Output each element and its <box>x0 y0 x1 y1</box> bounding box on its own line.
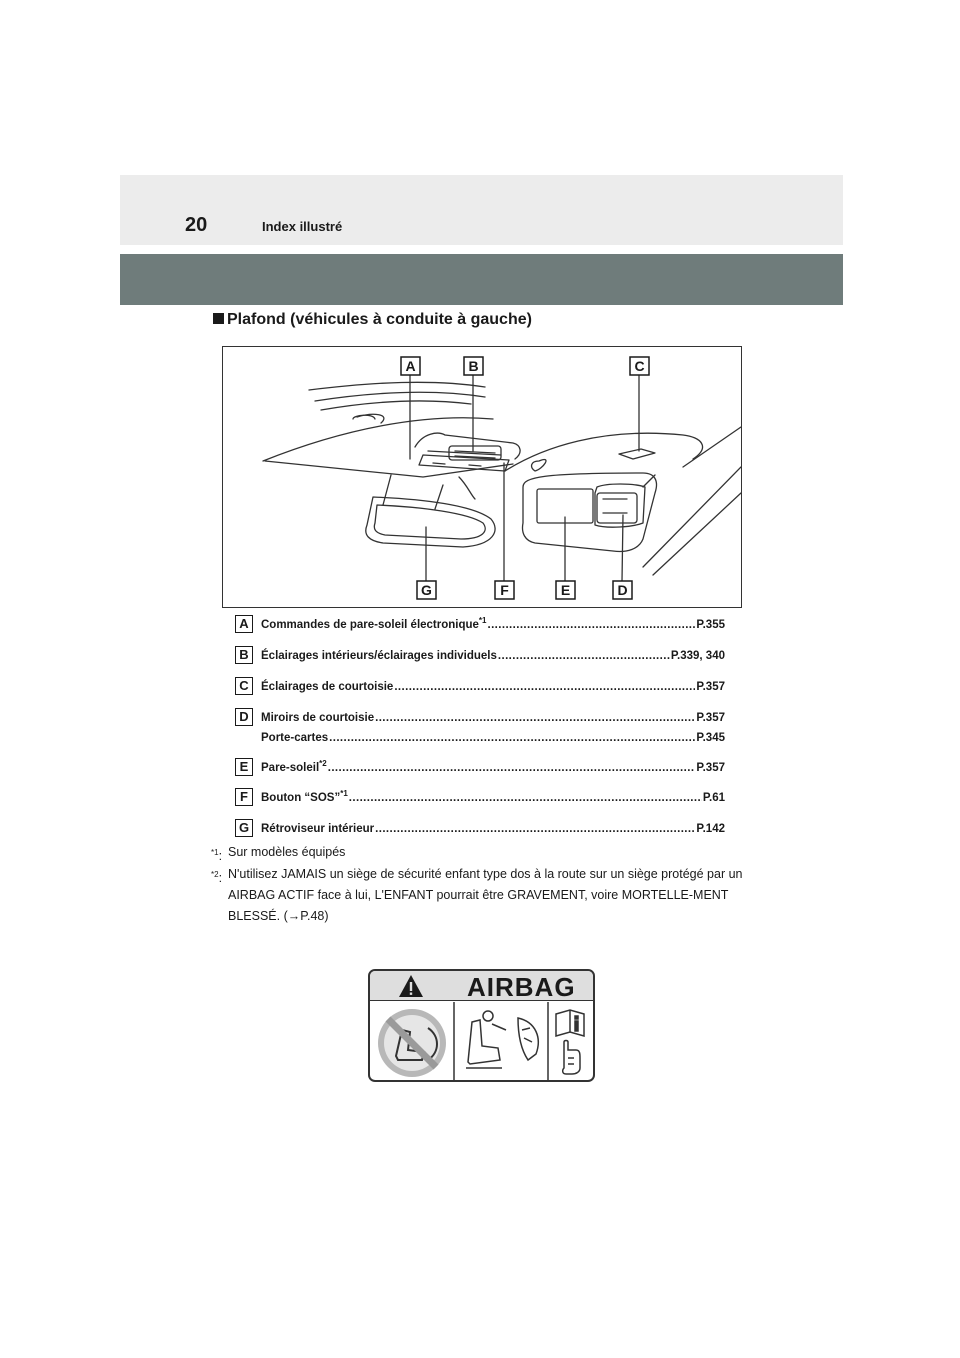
footnote-mark: $^{*2}$: <box>211 870 223 886</box>
legend-letter-e: E <box>235 758 253 776</box>
ceiling-drawing <box>223 347 741 607</box>
ceiling-illustration <box>222 346 742 608</box>
entry-label: Rétroviseur intérieur <box>261 822 375 835</box>
airbag-warning-label <box>368 969 595 1082</box>
entry-label: Porte-cartes <box>261 731 329 744</box>
callout-b: B <box>468 358 479 374</box>
leader-dots <box>394 681 695 693</box>
entry-label: Éclairages intérieurs/éclairages individuels <box>261 649 497 662</box>
footnote-1 <box>211 842 751 863</box>
legend-letter-b: B <box>235 646 253 664</box>
page-ref-link[interactable]: P.339, 340 <box>670 649 725 662</box>
legend-row-g <box>235 819 725 839</box>
airbag-pictograms <box>370 1002 593 1082</box>
leader-dots <box>328 762 696 774</box>
callout-e: E <box>560 582 571 598</box>
entry-sup: *1 <box>340 789 348 798</box>
legend-letter-g: G <box>235 819 253 837</box>
legend-entry <box>261 789 725 805</box>
legend-entry <box>261 820 725 836</box>
legend-letter-c: C <box>235 677 253 695</box>
legend-letter-a: A <box>235 615 253 633</box>
legend-row-c <box>235 677 725 697</box>
legend-entry <box>261 647 725 663</box>
page-ref-link[interactable]: P.357 <box>696 711 725 724</box>
page-ref-link[interactable]: P.61 <box>702 791 725 804</box>
leader-dots <box>329 732 695 744</box>
legend-row-f <box>235 788 725 808</box>
footnote-text: N'utilisez JAMAIS un siège de sécurité enfant type dos à la route sur un siège protégé par un AIRBAG ACTIF face à lui, L'ENFANT pourrait être GRAVEMENT, voire MORTELLE-MENT BLESSÉ. (→P.48) <box>228 867 743 923</box>
legend-entry <box>261 759 725 775</box>
callout-f: F <box>500 582 509 598</box>
legend-row-a <box>235 615 725 635</box>
entry-label: Éclairages de courtoisie <box>261 680 394 693</box>
leader-dots <box>375 712 695 724</box>
callout-a: A <box>405 358 416 374</box>
leader-dots <box>498 650 670 662</box>
airbag-title: AIRBAG <box>467 972 576 1002</box>
legend-row-e <box>235 758 725 778</box>
entry-sup: *1 <box>478 616 487 625</box>
entry-label: Bouton “SOS” <box>261 791 341 804</box>
section-title: Index illustré <box>262 219 343 234</box>
callout-d: D <box>617 582 628 598</box>
legend-letter-f: F <box>235 788 253 806</box>
legend-entry <box>261 678 725 694</box>
footnote-text: Sur modèles équipés <box>228 845 346 859</box>
callout-g: G <box>421 582 432 598</box>
legend-row-b <box>235 646 725 666</box>
page-ref-link[interactable]: P.357 <box>696 680 725 693</box>
entry-label: Commandes de pare-soleil électronique <box>261 618 479 631</box>
page-ref-link[interactable]: P.142 <box>696 822 725 835</box>
square-bullet-icon <box>213 313 224 324</box>
page-number: 20 <box>185 214 208 236</box>
sub-heading-text: Plafond (véhicules à conduite à gauche) <box>227 311 532 328</box>
legend-entry <box>261 709 725 725</box>
warning-triangle-icon <box>398 974 424 998</box>
airbag-deploy-icon <box>466 1011 538 1068</box>
no-rear-facing-child-seat-icon <box>378 1009 446 1077</box>
legend-letter-d: D <box>235 708 253 726</box>
entry-label: Miroirs de courtoisie <box>261 711 375 724</box>
legend-entry <box>261 729 725 745</box>
header-band <box>120 175 843 245</box>
leader-dots <box>349 792 702 804</box>
page-ref-link[interactable]: P.345 <box>696 731 725 744</box>
callout-c: C <box>634 358 645 374</box>
legend-row-d <box>235 708 725 744</box>
footnote-2 <box>211 864 751 930</box>
page-ref-link[interactable]: P.357 <box>696 761 725 774</box>
read-manual-icon <box>556 1010 584 1074</box>
footnote-mark: $^{*1}$: <box>211 848 223 864</box>
leader-dots <box>487 619 695 631</box>
legend-entry <box>261 616 725 632</box>
entry-label: Pare-soleil <box>261 761 320 774</box>
leader-dots <box>375 823 695 835</box>
entry-sup: *2 <box>319 759 327 768</box>
sub-heading <box>213 311 532 329</box>
chapter-band <box>120 254 843 305</box>
page-ref-link[interactable]: P.355 <box>696 618 725 631</box>
callout-labels <box>401 357 649 599</box>
